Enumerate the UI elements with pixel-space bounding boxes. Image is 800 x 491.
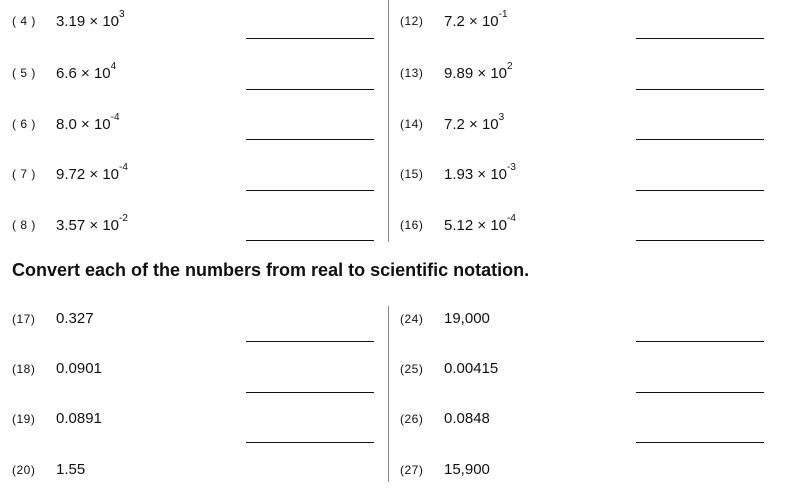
problem-expression: $8.0 \times 10^{-4}$ <box>56 112 120 133</box>
column-divider <box>388 306 389 482</box>
answer-blank-15[interactable] <box>636 190 764 191</box>
problem-expression: $6.6 \times 10^4$ <box>56 61 117 82</box>
answer-blank-26[interactable] <box>636 442 764 443</box>
answer-blank-19[interactable] <box>246 442 374 443</box>
problem-expression: $7.2 \times 10^{-1}$ <box>444 9 508 30</box>
answer-blank-14[interactable] <box>636 139 764 140</box>
problem-expression: $3.57 \times 10^{-2}$ <box>56 213 128 234</box>
section-heading: Convert each of the numbers from real to scientific notation. <box>12 260 530 280</box>
problem-expression: $7.2 \times 10^3$ <box>444 112 505 133</box>
problem-number: (12) <box>400 14 424 28</box>
problem-number: (16) <box>400 218 424 232</box>
problem-value: 0.0848 <box>444 410 490 427</box>
column-divider <box>388 0 389 242</box>
answer-blank-17[interactable] <box>246 341 374 342</box>
problem-number: (14) <box>400 117 424 131</box>
problem-16 <box>400 213 780 246</box>
problem-number: (24) <box>400 312 424 326</box>
problem-number: (20) <box>12 463 36 477</box>
problem-expression: $1.93 \times 10^{-3}$ <box>444 162 516 183</box>
problem-number: ( 4 ) <box>12 14 36 28</box>
problem-number: (27) <box>400 463 424 477</box>
problem-number: (13) <box>400 66 424 80</box>
problem-14 <box>400 112 780 145</box>
problem-number: (19) <box>12 412 36 426</box>
problem-expression: $9.89 \times 10^2$ <box>444 61 513 82</box>
problem-value: 0.00415 <box>444 360 499 377</box>
problem-number: (25) <box>400 362 424 376</box>
problem-6 <box>12 112 382 145</box>
problem-number: (17) <box>12 312 36 326</box>
problem-value: 1.55 <box>56 461 86 478</box>
problem-number: (15) <box>400 167 424 181</box>
problem-24 <box>400 310 780 340</box>
problem-expression: $5.12 \times 10^{-4}$ <box>444 213 516 234</box>
problem-number: ( 6 ) <box>12 117 36 131</box>
problem-number: ( 7 ) <box>12 167 36 181</box>
problem-number: ( 5 ) <box>12 66 36 80</box>
problem-26 <box>400 410 780 440</box>
problem-value: 0.0891 <box>56 410 102 427</box>
answer-blank-4[interactable] <box>246 38 374 39</box>
problem-27 <box>400 461 780 491</box>
problem-19 <box>12 410 382 440</box>
problem-25 <box>400 360 780 390</box>
problem-number: (26) <box>400 412 424 426</box>
answer-blank-16[interactable] <box>636 240 764 241</box>
problem-expression: $9.72 \times 10^{-4}$ <box>56 162 128 183</box>
problem-20 <box>12 461 382 491</box>
problem-number: ( 8 ) <box>12 218 36 232</box>
problem-18 <box>12 360 382 390</box>
problem-value: 15,900 <box>444 461 490 478</box>
problem-value: 0.327 <box>56 310 94 327</box>
problem-8 <box>12 213 382 246</box>
problem-expression: $3.19 \times 10^3$ <box>56 9 125 30</box>
answer-blank-6[interactable] <box>246 139 374 140</box>
problem-number: (18) <box>12 362 36 376</box>
answer-blank-5[interactable] <box>246 89 374 90</box>
problem-value: 19,000 <box>444 310 490 327</box>
problem-17 <box>12 310 382 340</box>
answer-blank-7[interactable] <box>246 190 374 191</box>
answer-blank-18[interactable] <box>246 392 374 393</box>
answer-blank-12[interactable] <box>636 38 764 39</box>
answer-blank-24[interactable] <box>636 341 764 342</box>
problem-value: 0.0901 <box>56 360 102 377</box>
answer-blank-8[interactable] <box>246 240 374 241</box>
answer-blank-13[interactable] <box>636 89 764 90</box>
answer-blank-25[interactable] <box>636 392 764 393</box>
